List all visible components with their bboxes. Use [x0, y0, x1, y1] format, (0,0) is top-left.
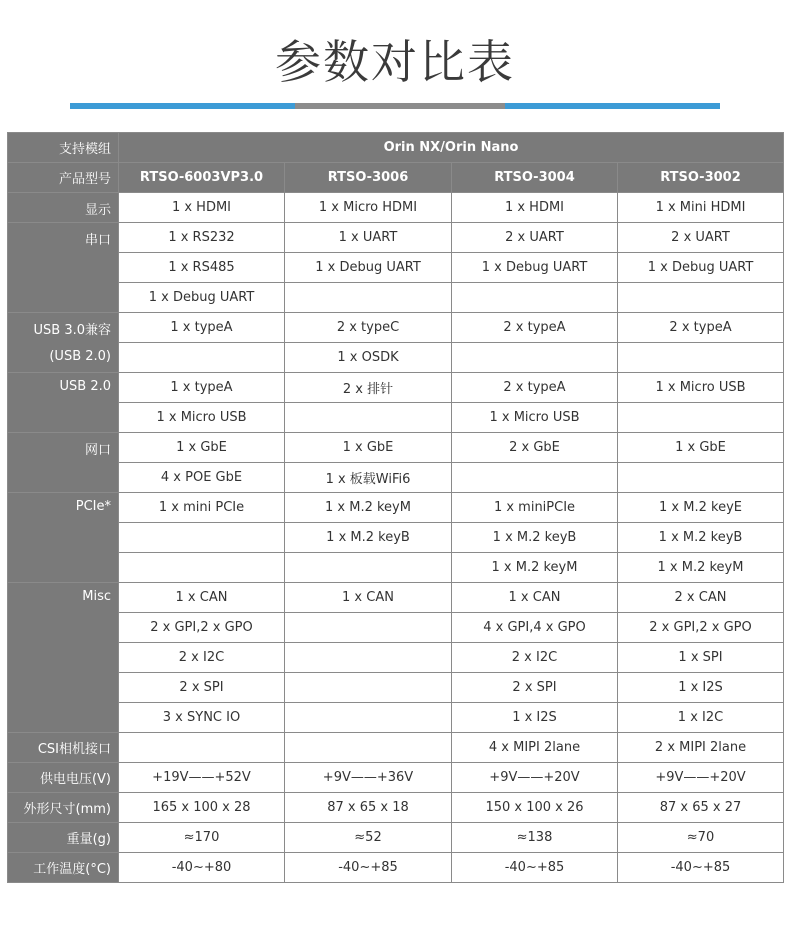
title-underline-left	[70, 103, 295, 109]
row-label: 工作温度(°C)	[8, 853, 119, 883]
table-cell: ≈138	[452, 823, 618, 853]
table-cell: 2 x typeA	[452, 313, 618, 343]
table-row	[8, 853, 784, 883]
table-cell: 1 x Debug UART	[618, 253, 784, 283]
table-cell: 1 x Debug UART	[119, 283, 285, 313]
title-underline-right	[505, 103, 720, 109]
table-cell	[119, 523, 285, 553]
model-header: RTSO-3004	[452, 163, 618, 193]
table-cell	[119, 343, 285, 373]
row-label: 显示	[8, 193, 119, 223]
table-cell: 1 x M.2 keyB	[618, 523, 784, 553]
model-header: RTSO-6003VP3.0	[119, 163, 285, 193]
table-cell: 1 x Micro USB	[452, 403, 618, 433]
table-cell: -40~+85	[618, 853, 784, 883]
table-cell: 1 x Debug UART	[452, 253, 618, 283]
table-cell: 1 x M.2 keyE	[618, 493, 784, 523]
table-cell: 1 x M.2 keyM	[452, 553, 618, 583]
row-label: 网口	[8, 433, 119, 493]
table-cell: 2 x I2C	[119, 643, 285, 673]
table-cell: 1 x Micro USB	[618, 373, 784, 403]
table-cell	[285, 553, 452, 583]
table-cell: +19V——+52V	[119, 763, 285, 793]
spec-table-container	[7, 132, 784, 883]
row-label: PCIe*	[8, 493, 119, 583]
page-title: 参数对比表	[275, 35, 515, 89]
table-cell: 2 x 排针	[285, 373, 452, 403]
table-cell: 1 x GbE	[285, 433, 452, 463]
table-cell: -40~+80	[119, 853, 285, 883]
table-cell	[285, 403, 452, 433]
table-cell: +9V——+20V	[618, 763, 784, 793]
table-cell: 1 x HDMI	[452, 193, 618, 223]
table-cell: 1 x HDMI	[119, 193, 285, 223]
table-cell	[452, 463, 618, 493]
table-cell: 2 x UART	[452, 223, 618, 253]
table-cell: 2 x GbE	[452, 433, 618, 463]
table-row	[8, 283, 784, 313]
table-cell: +9V——+36V	[285, 763, 452, 793]
row-label: 支持模组	[8, 133, 119, 163]
row-label: 外形尺寸(mm)	[8, 793, 119, 823]
table-cell: 1 x miniPCIe	[452, 493, 618, 523]
table-cell: 1 x SPI	[618, 643, 784, 673]
row-label: 产品型号	[8, 163, 119, 193]
table-row	[8, 133, 784, 163]
table-cell: 1 x RS485	[119, 253, 285, 283]
table-row	[8, 583, 784, 613]
table-cell: 1 x CAN	[119, 583, 285, 613]
table-cell	[119, 553, 285, 583]
row-label: USB 3.0兼容	[8, 313, 119, 343]
table-row	[8, 463, 784, 493]
table-cell: 1 x GbE	[119, 433, 285, 463]
table-cell	[285, 283, 452, 313]
table-cell: 87 x 65 x 27	[618, 793, 784, 823]
model-header: RTSO-3006	[285, 163, 452, 193]
table-cell: 1 x M.2 keyB	[285, 523, 452, 553]
table-cell: 150 x 100 x 26	[452, 793, 618, 823]
table-cell: 4 x MIPI 2lane	[452, 733, 618, 763]
table-cell	[618, 343, 784, 373]
table-cell: 1 x M.2 keyM	[618, 553, 784, 583]
table-row	[8, 643, 784, 673]
row-label: Misc	[8, 583, 119, 733]
table-cell: 2 x UART	[618, 223, 784, 253]
row-label: 重量(g)	[8, 823, 119, 853]
table-cell: 1 x 板载WiFi6	[285, 463, 452, 493]
row-label: 供电电压(V)	[8, 763, 119, 793]
table-cell: 1 x CAN	[452, 583, 618, 613]
table-cell: 2 x SPI	[452, 673, 618, 703]
table-cell	[285, 673, 452, 703]
table-cell: 1 x Mini HDMI	[618, 193, 784, 223]
table-cell: 2 x I2C	[452, 643, 618, 673]
table-cell: 4 x POE GbE	[119, 463, 285, 493]
support-module-value: Orin NX/Orin Nano	[119, 133, 784, 163]
table-cell	[285, 643, 452, 673]
table-row	[8, 553, 784, 583]
table-row	[8, 433, 784, 463]
table-cell: 2 x typeC	[285, 313, 452, 343]
table-cell: 87 x 65 x 18	[285, 793, 452, 823]
table-row	[8, 823, 784, 853]
table-cell: 4 x GPI,4 x GPO	[452, 613, 618, 643]
table-cell: 1 x M.2 keyM	[285, 493, 452, 523]
table-cell	[285, 613, 452, 643]
table-cell	[618, 283, 784, 313]
row-label: (USB 2.0)	[8, 343, 119, 373]
row-label: USB 2.0	[8, 373, 119, 433]
table-row	[8, 163, 784, 193]
table-row	[8, 223, 784, 253]
table-cell: 1 x mini PCIe	[119, 493, 285, 523]
table-cell: 1 x Debug UART	[285, 253, 452, 283]
title-underline-middle	[295, 103, 505, 109]
table-cell	[452, 343, 618, 373]
table-cell: 1 x I2S	[452, 703, 618, 733]
table-cell: 2 x CAN	[618, 583, 784, 613]
table-cell: 2 x GPI,2 x GPO	[618, 613, 784, 643]
table-row	[8, 493, 784, 523]
table-cell	[618, 463, 784, 493]
table-row	[8, 673, 784, 703]
table-cell: 2 x MIPI 2lane	[618, 733, 784, 763]
table-cell: 1 x typeA	[119, 313, 285, 343]
table-cell: 2 x SPI	[119, 673, 285, 703]
table-row	[8, 733, 784, 763]
spec-comparison-table	[7, 132, 784, 883]
table-cell: 2 x typeA	[618, 313, 784, 343]
table-row	[8, 613, 784, 643]
table-cell: 165 x 100 x 28	[119, 793, 285, 823]
table-cell: 1 x Micro HDMI	[285, 193, 452, 223]
table-cell: ≈52	[285, 823, 452, 853]
row-label: 串口	[8, 223, 119, 313]
table-cell: 1 x OSDK	[285, 343, 452, 373]
table-row	[8, 313, 784, 343]
table-cell: 1 x CAN	[285, 583, 452, 613]
table-row	[8, 793, 784, 823]
table-cell: 1 x GbE	[618, 433, 784, 463]
table-cell: +9V——+20V	[452, 763, 618, 793]
table-row	[8, 703, 784, 733]
table-cell: 1 x Micro USB	[119, 403, 285, 433]
table-cell: ≈170	[119, 823, 285, 853]
table-cell: ≈70	[618, 823, 784, 853]
table-cell: 3 x SYNC IO	[119, 703, 285, 733]
table-row	[8, 343, 784, 373]
table-cell	[285, 703, 452, 733]
table-cell: 2 x typeA	[452, 373, 618, 403]
table-row	[8, 253, 784, 283]
model-header: RTSO-3002	[618, 163, 784, 193]
table-cell	[618, 403, 784, 433]
table-row	[8, 193, 784, 223]
table-row	[8, 403, 784, 433]
table-cell: 1 x I2C	[618, 703, 784, 733]
table-cell	[452, 283, 618, 313]
table-cell: 2 x GPI,2 x GPO	[119, 613, 285, 643]
table-row	[8, 373, 784, 403]
table-cell: 1 x UART	[285, 223, 452, 253]
table-cell: 1 x M.2 keyB	[452, 523, 618, 553]
table-cell: -40~+85	[452, 853, 618, 883]
table-cell: 1 x typeA	[119, 373, 285, 403]
table-cell: 1 x RS232	[119, 223, 285, 253]
table-row	[8, 523, 784, 553]
table-cell: -40~+85	[285, 853, 452, 883]
table-cell	[285, 733, 452, 763]
table-row	[8, 763, 784, 793]
table-cell: 1 x I2S	[618, 673, 784, 703]
table-cell	[119, 733, 285, 763]
row-label: CSI相机接口	[8, 733, 119, 763]
